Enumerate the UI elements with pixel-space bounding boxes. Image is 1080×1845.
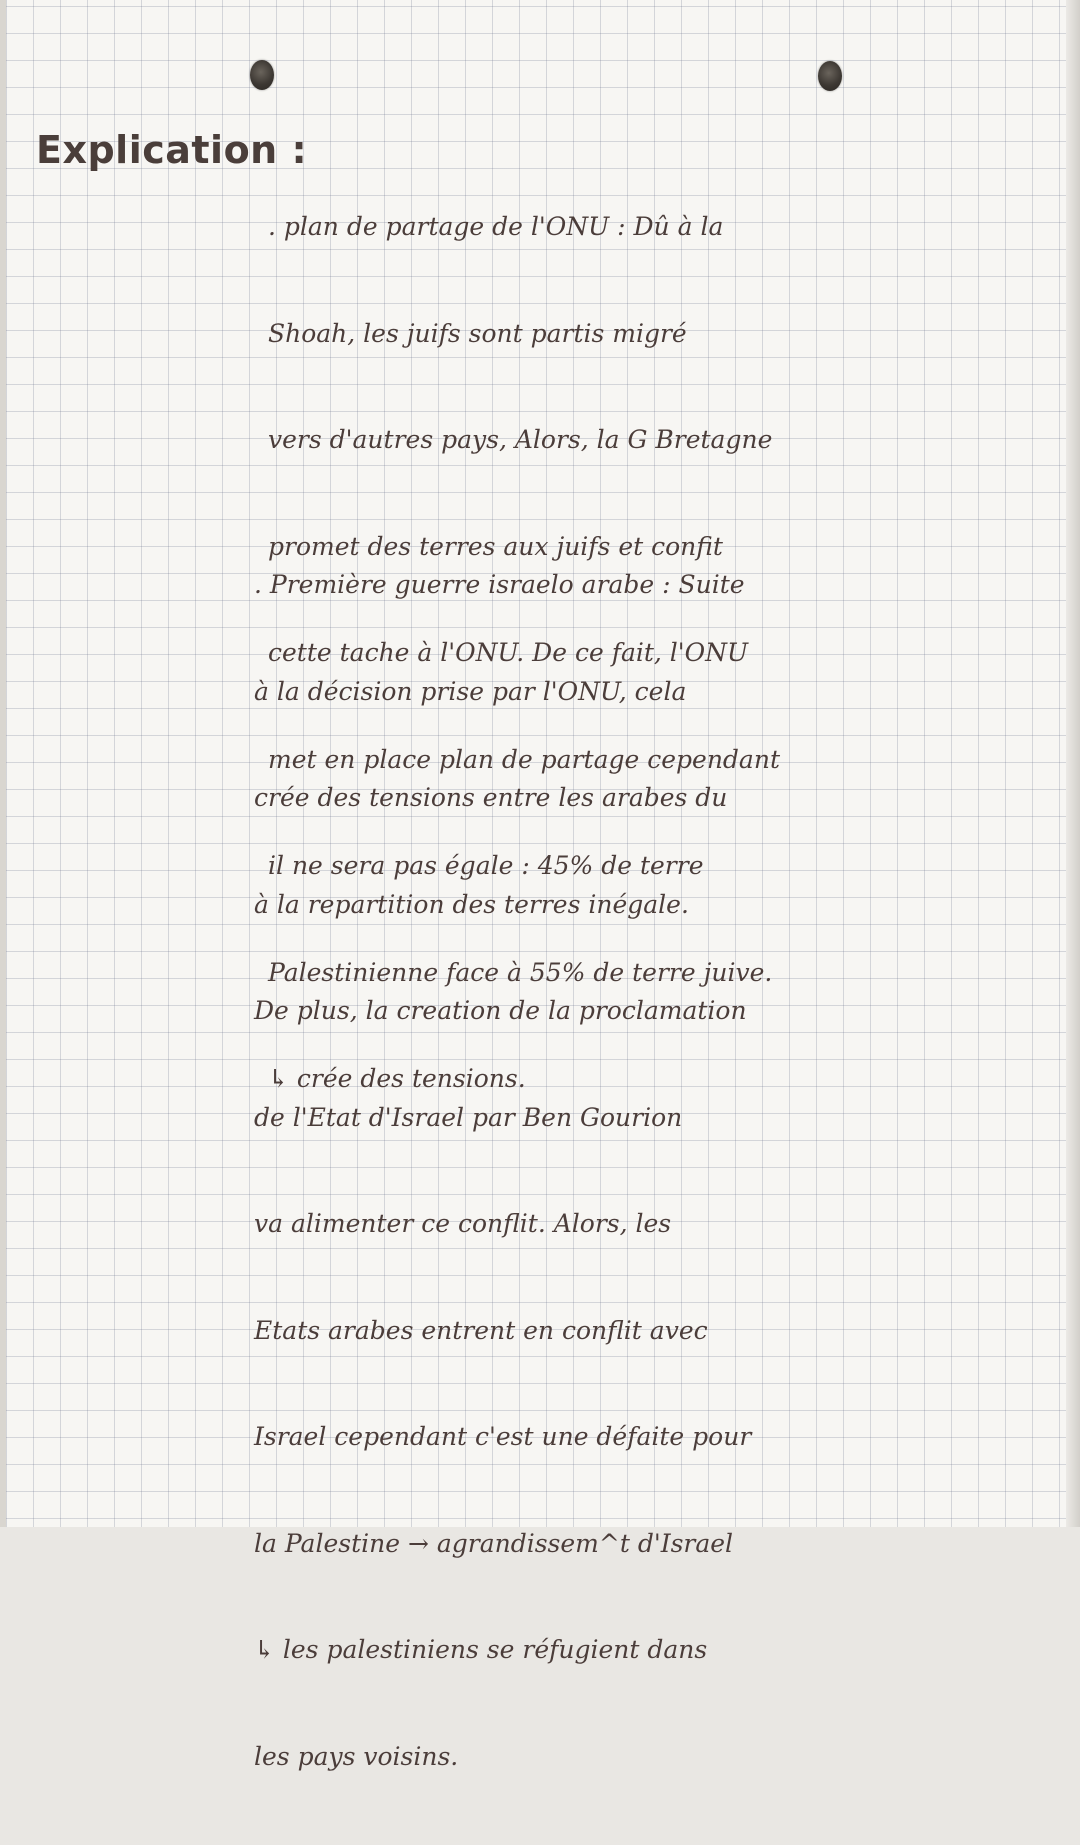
text-line: ↳ les palestiniens se réfugient dans (254, 1635, 708, 1664)
text-line: à la décision prise par l'ONU, cela (254, 676, 687, 706)
text-line: vers d'autres pays, Alors, la G Bretagne (268, 425, 773, 454)
text-line: Israel cependant c'est une défaite pour (254, 1422, 752, 1451)
text-line: . plan de partage de l'ONU : Dû à la (268, 212, 724, 241)
text-line: ↳ crée des tensions. (268, 1064, 526, 1093)
text-line: Etats arabes entrent en conflit avec (254, 1315, 708, 1345)
text-line: crée des tensions entre les arabes du (254, 783, 728, 812)
punch-hole-right (818, 61, 842, 91)
text-line: à la repartition des terres inégale. (254, 889, 689, 919)
page-left-edge (0, 0, 6, 1527)
text-line: Shoah, les juifs sont partis migré (268, 318, 687, 348)
page-right-edge (1066, 0, 1080, 1527)
explication-heading: Explication : (36, 128, 308, 172)
text-line: va alimenter ce conflit. Alors, les (254, 1209, 672, 1238)
text-line: les pays voisins. (254, 1741, 459, 1771)
text-line: De plus, la creation de la proclamation (254, 996, 747, 1025)
text-line: cette tache à l'ONU. De ce fait, l'ONU (268, 638, 749, 667)
text-line: met en place plan de partage cependant (268, 744, 780, 774)
paragraph-premiere-guerre (254, 496, 751, 1845)
text-line: Palestinienne face à 55% de terre juive. (268, 957, 773, 987)
text-line: la Palestine → agrandissem^t d'Israel (254, 1528, 734, 1558)
text-line: promet des terres aux juifs et confit (268, 531, 723, 561)
punch-hole-left (250, 60, 274, 90)
text-line: . Première guerre israelo arabe : Suite (254, 570, 745, 599)
text-line: de l'Etat d'Israel par Ben Gourion (254, 1102, 683, 1132)
text-line: il ne sera pas égale : 45% de terre (268, 851, 704, 880)
